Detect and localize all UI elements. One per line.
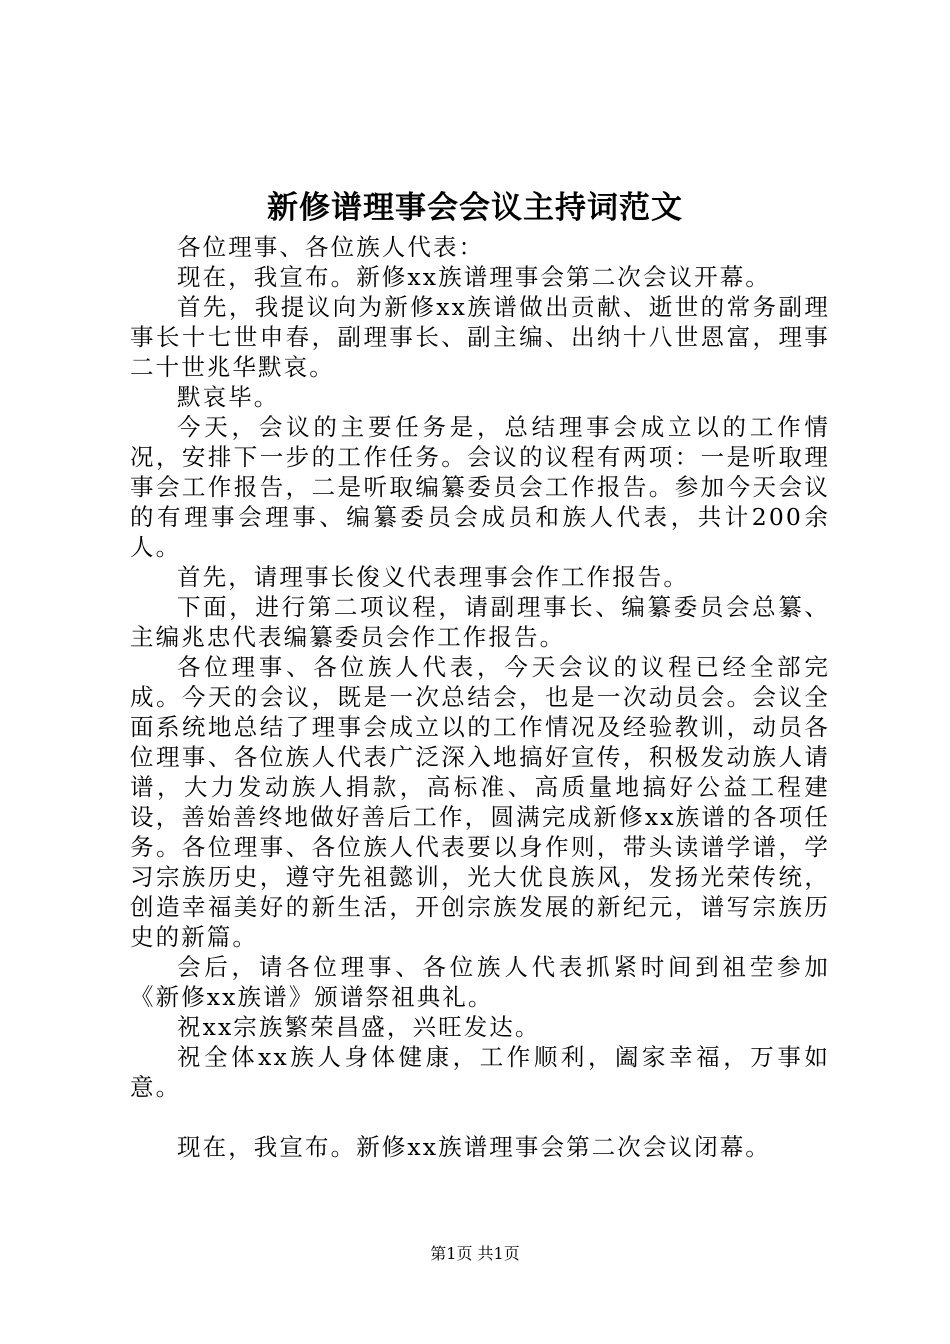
paragraph-blessing-members: 祝全体xx族人身体健康，工作顺利，阖家幸福，万事如意。: [130, 1043, 830, 1101]
paragraph-ceremony: 会后，请各位理事、各位族人代表抓紧时间到祖茔参加《新修xx族谱》颁谱祭祖典礼。: [130, 953, 830, 1011]
document-body: [130, 232, 830, 1162]
paragraph-first-report: 首先，请理事长俊义代表理事会作工作报告。: [177, 563, 689, 591]
paragraph-salutation: 各位理事、各位族人代表：: [177, 233, 485, 261]
paragraph-memorial-end: 默哀毕。: [177, 383, 280, 411]
paragraph-opening: 现在，我宣布。新修xx族谱理事会第二次会议开幕。: [177, 263, 771, 291]
paragraph-agenda: 今天，会议的主要任务是，总结理事会成立以的工作情况，安排下一步的工作任务。会议的议程有两项：一是听取理事会工作报告，二是听取编纂委员会工作报告。参加今天会议的有理事会理事、编纂委员会成员和族人代表，共计200余人。: [130, 413, 830, 561]
paragraph-second-report: 下面，进行第二项议程，请副理事长、编纂委员会总纂、主编兆忠代表编纂委员会作工作报告。: [130, 593, 830, 651]
page-number-footer: 第1页 共1页: [430, 1244, 520, 1263]
paragraph-summary: 各位理事、各位族人代表，今天会议的议程已经全部完成。今天的会议，既是一次总结会，也是一次动员会。会议全面系统地总结了理事会成立以的工作情况及经验教训，动员各位理事、各位族人代表广泛深入地搞好宣传，积极发动族人请谱，大力发动族人捐款，高标准、高质量地搞好公益工程建设，善始善终地做好善后工作，圆满完成新修xx族谱的各项任务。各位理事、各位族人代表要以身作则，带头读谱学谱，学习宗族历史，遵守先祖懿训，光大优良族风，发扬光荣传统，创造幸福美好的新生活，开创宗族发展的新纪元，谱写宗族历史的新篇。: [130, 653, 830, 951]
paragraph-blessing-clan: 祝xx宗族繁荣昌盛，兴旺发达。: [177, 1013, 541, 1041]
document-title: 新修谱理事会会议主持词范文: [267, 190, 683, 226]
paragraph-memorial: 首先，我提议向为新修xx族谱做出贡献、逝世的常务副理事长十七世申春，副理事长、副主编、出纳十八世恩富，理事二十世兆华默哀。: [130, 293, 830, 381]
paragraph-closing: 现在，我宣布。新修xx族谱理事会第二次会议闭幕。: [177, 1133, 771, 1161]
